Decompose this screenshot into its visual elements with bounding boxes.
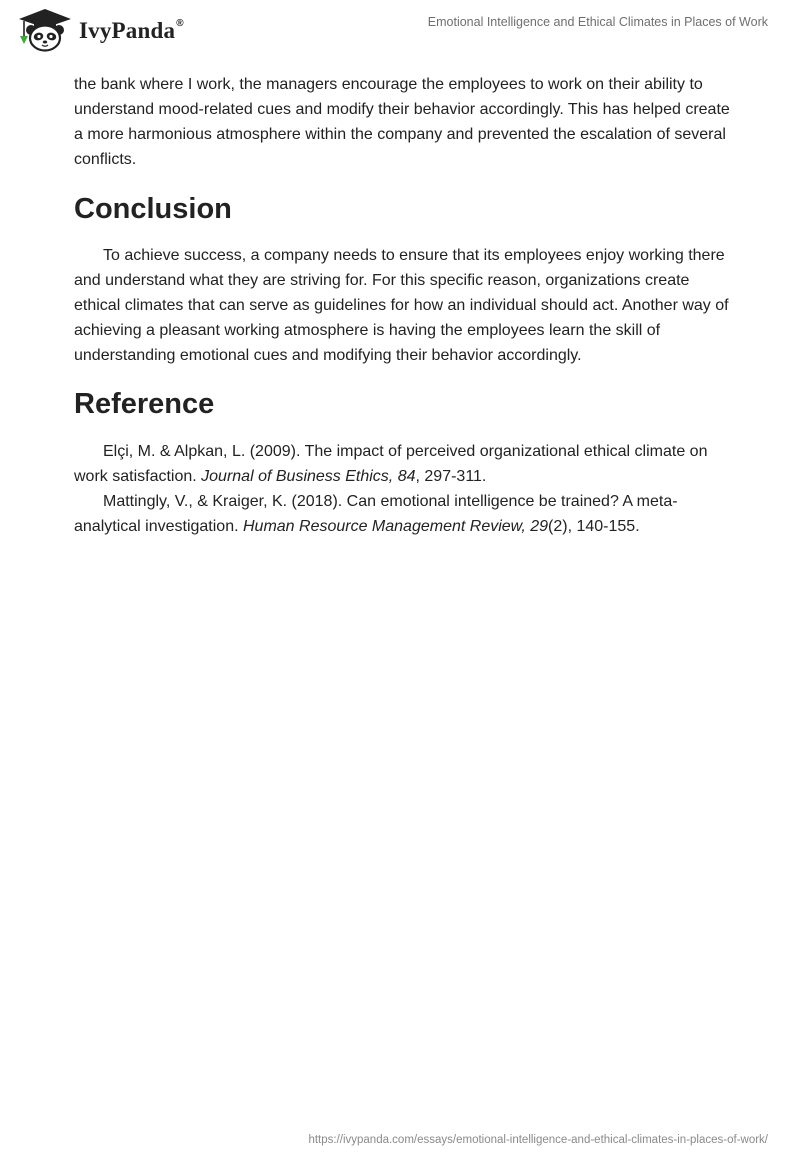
reference-pages: (2), 140-155. [548,518,640,535]
reference-journal: Journal of Business Ethics, 84 [201,468,416,485]
panda-logo-icon [16,8,74,52]
reference-item [74,439,730,489]
document-title: Emotional Intelligence and Ethical Climates in Places of Work [427,15,768,29]
registered-mark: ® [176,18,184,30]
reference-pages: , 297-311. [415,468,487,485]
conclusion-paragraph: To achieve success, a company needs to ensure that its employees enjoy working there and understand what they are striving for. For this specific reason, organizations create ethical climates that can serve as guidelines for how an individual should act. Another way of achieving a pleasant working atmosphere is having the employees learn the skill of understanding emotional cues and modifying their behavior accordingly. [74,247,729,364]
source-url-link[interactable]: https://ivypanda.com/essays/emotional-intelligence-and-ethical-climates-in-places-of-work/ [308,1134,768,1146]
logo-wordmark: IvyPanda® [79,18,184,43]
ivypanda-logo[interactable] [16,8,184,52]
conclusion-heading: Conclusion [74,193,232,225]
reference-text: Elçi, M. & Alpkan, L. (2009). The impact of perceived organizational ethical climate on work satisfaction. [74,443,708,485]
essay-content [74,72,730,539]
reference-heading: Reference [74,388,215,420]
reference-item [74,489,730,539]
reference-journal: Human Resource Management Review, 29 [242,518,549,535]
intro-paragraph: the bank where I work, the managers encourage the employees to work on their ability to understand mood-related cues and modify their behavior accordingly. This has helped create a more harmonious atmosphere within the company and prevented the escalation of several conflicts. [74,76,730,168]
page-header [0,0,800,70]
reference-text: Mattingly, V., & Kraiger, K. (2018). Can emotional intelligence be trained? A meta-analytical investigation. [74,493,678,535]
